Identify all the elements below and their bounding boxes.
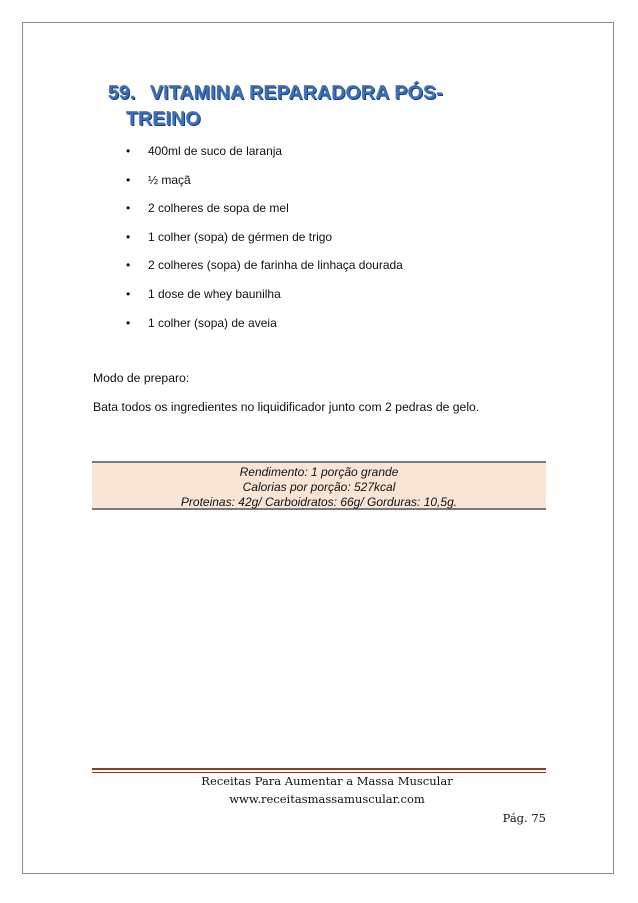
ingredient-text: ½ maçã	[148, 172, 191, 187]
recipe-number: 59.	[108, 82, 136, 104]
bullet-icon: •	[126, 258, 131, 273]
list-item	[126, 313, 403, 342]
page-number: Pág. 75	[502, 811, 546, 825]
bullet-icon: •	[126, 201, 131, 216]
ingredient-text: 2 colheres de sopa de mel	[148, 201, 289, 216]
footer-url: www.receitasmassamuscular.com	[229, 792, 425, 806]
yield-text: Rendimento: 1 porção grande	[239, 465, 399, 479]
ingredient-text: 400ml de suco de laranja	[148, 144, 283, 158]
footer-divider-thin	[92, 772, 546, 773]
recipe-title-line2: TREINO	[126, 108, 201, 130]
recipe-title	[108, 80, 538, 132]
footer-divider	[92, 768, 546, 770]
calories-text: Calorias por porção: 527kcal	[242, 480, 396, 494]
list-item	[126, 284, 403, 313]
bullet-icon: •	[126, 315, 131, 330]
ingredient-text: 2 colheres (sopa) de farinha de linhaça dourada	[148, 258, 403, 273]
macros-text: Proteinas: 42g/ Carboidratos: 66g/ Gorduras: 10,5g.	[180, 495, 458, 509]
list-item	[126, 227, 403, 256]
recipe-title-text1: VITAMINA REPARADORA PÓS-	[150, 82, 443, 104]
ingredient-text: 1 colher (sopa) de aveia	[148, 315, 277, 330]
bullet-icon: •	[126, 229, 131, 244]
ingredient-text: 1 dose de whey baunilha	[148, 286, 281, 301]
bullet-icon: •	[126, 144, 131, 158]
prep-text: Bata todos os ingredientes no liquidificador junto com 2 pedras de gelo.	[93, 400, 480, 414]
bullet-icon: •	[126, 286, 131, 301]
nutrition-box	[92, 461, 546, 510]
recipe-title-line1	[108, 80, 538, 106]
list-item	[126, 170, 403, 199]
ingredient-list	[126, 141, 403, 341]
list-item	[126, 198, 403, 227]
prep-heading: Modo de preparo:	[93, 371, 190, 385]
bullet-icon: •	[126, 172, 131, 187]
ingredient-text: 1 colher (sopa) de gérmen de trigo	[148, 229, 333, 244]
list-item	[126, 141, 403, 170]
list-item	[126, 255, 403, 284]
footer-title: Receitas Para Aumentar a Massa Muscular	[201, 774, 453, 788]
